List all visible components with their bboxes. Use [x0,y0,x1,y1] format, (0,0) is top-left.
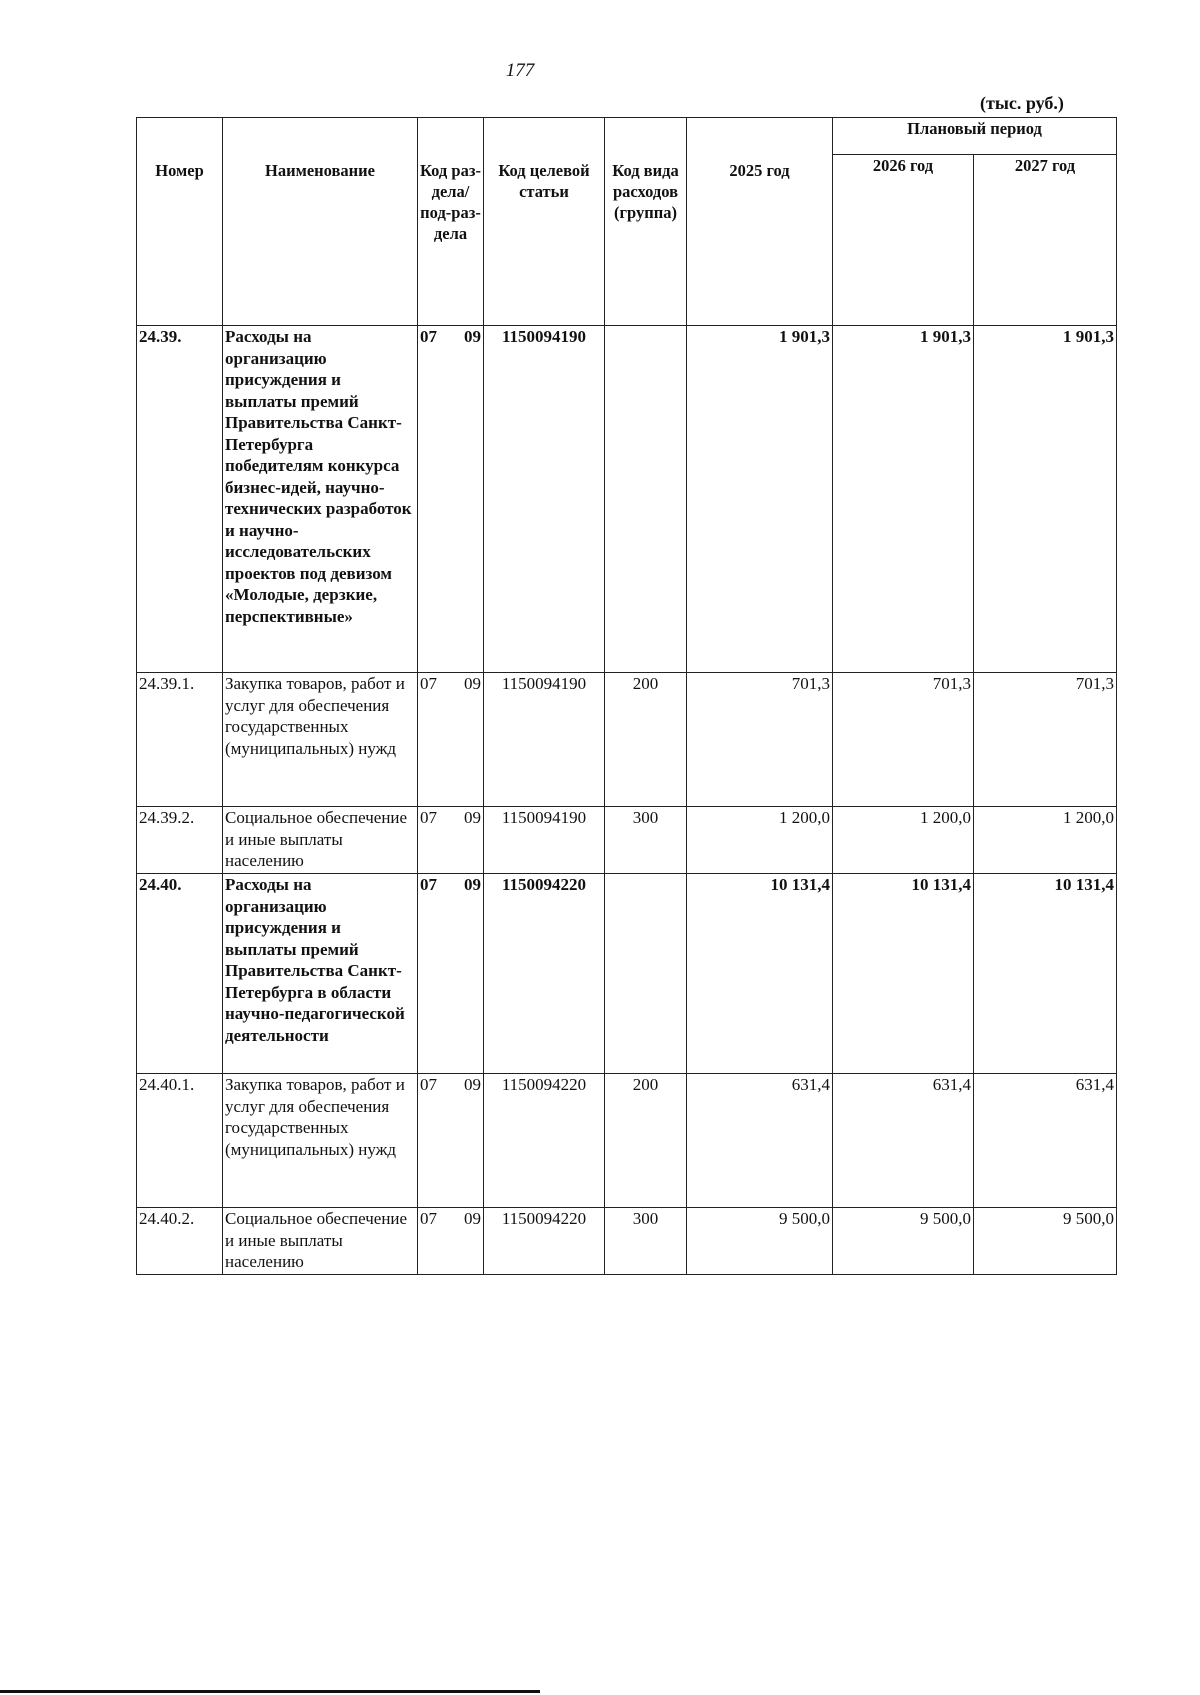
row-section-code [418,326,484,673]
row-subsection: 09 [464,674,481,693]
row-section: 07 [420,674,437,693]
table-row [137,673,1117,807]
row-value-2025: 9 500,0 [687,1208,833,1275]
table-row [137,807,1117,874]
row-value-2026: 701,3 [833,673,974,807]
row-number: 24.39.1. [137,673,223,807]
row-group-code: 200 [605,673,687,807]
row-section-code [418,874,484,1074]
row-subsection: 09 [464,1209,481,1228]
table-row [137,1208,1117,1275]
table-row [137,1074,1117,1208]
row-value-2026: 1 901,3 [833,326,974,673]
row-value-2027: 1 901,3 [974,326,1117,673]
row-name: Расходы на организацию присуждения и выплаты премий Правительства Санкт-Петербурга победителям конкурса бизнес-идей, научно-технических разработок и научно-исследовательских проектов под девизом «Молодые, дерзкие, перспективные» [223,326,418,673]
header-section: Код раз-дела/ под-раз-дела [418,118,484,326]
row-value-2025: 1 901,3 [687,326,833,673]
row-value-2027: 9 500,0 [974,1208,1117,1275]
row-target-code: 1150094220 [484,1208,605,1275]
row-number: 24.39. [137,326,223,673]
row-name: Социальное обеспечение и иные выплаты населению [223,807,418,874]
header-target: Код целевой статьи [484,118,605,326]
row-section: 07 [420,327,437,346]
row-name: Социальное обеспечение и иные выплаты населению [223,1208,418,1275]
row-subsection: 09 [464,1075,481,1094]
row-section-code [418,1208,484,1275]
table-row [137,874,1117,1074]
row-group-code [605,326,687,673]
row-name: Закупка товаров, работ и услуг для обеспечения государственных (муниципальных) нужд [223,673,418,807]
row-section: 07 [420,875,437,894]
row-subsection: 09 [464,808,481,827]
row-value-2027: 701,3 [974,673,1117,807]
row-subsection: 09 [464,327,481,346]
table-row [137,326,1117,673]
row-target-code: 1150094220 [484,1074,605,1208]
row-number: 24.40.2. [137,1208,223,1275]
row-group-code: 300 [605,807,687,874]
row-value-2027: 631,4 [974,1074,1117,1208]
row-group-code: 300 [605,1208,687,1275]
header-name: Наименование [223,118,418,326]
units-label: (тыс. руб.) [980,93,1064,113]
row-target-code: 1150094190 [484,673,605,807]
row-name: Расходы на организацию присуждения и выплаты премий Правительства Санкт-Петербурга в области научно-педагогической деятельности [223,874,418,1074]
row-value-2025: 701,3 [687,673,833,807]
row-section-code [418,673,484,807]
row-target-code: 1150094190 [484,807,605,874]
row-group-code: 200 [605,1074,687,1208]
row-group-code [605,874,687,1074]
row-section-code [418,1074,484,1208]
row-value-2027: 10 131,4 [974,874,1117,1074]
row-value-2026: 1 200,0 [833,807,974,874]
row-value-2025: 631,4 [687,1074,833,1208]
row-number: 24.40.1. [137,1074,223,1208]
page-number: 177 [505,60,535,81]
row-subsection: 09 [464,875,481,894]
row-number: 24.40. [137,874,223,1074]
header-2025: 2025 год [687,118,833,326]
row-target-code: 1150094190 [484,326,605,673]
header-group: Код вида расходов (группа) [605,118,687,326]
row-value-2025: 10 131,4 [687,874,833,1074]
row-value-2025: 1 200,0 [687,807,833,874]
row-number: 24.39.2. [137,807,223,874]
header-number: Номер [137,118,223,326]
row-target-code: 1150094220 [484,874,605,1074]
row-section: 07 [420,808,437,827]
row-section-code [418,807,484,874]
row-section: 07 [420,1209,437,1228]
row-value-2026: 10 131,4 [833,874,974,1074]
row-section: 07 [420,1075,437,1094]
row-value-2026: 631,4 [833,1074,974,1208]
header-planned-period: Плановый период [833,118,1117,155]
header-2026: 2026 год [833,155,974,326]
row-value-2027: 1 200,0 [974,807,1117,874]
budget-table [136,117,1117,1275]
header-2027: 2027 год [974,155,1117,326]
row-value-2026: 9 500,0 [833,1208,974,1275]
scan-edge-line [0,1690,540,1693]
table-body [137,326,1117,1275]
row-name: Закупка товаров, работ и услуг для обеспечения государственных (муниципальных) нужд [223,1074,418,1208]
